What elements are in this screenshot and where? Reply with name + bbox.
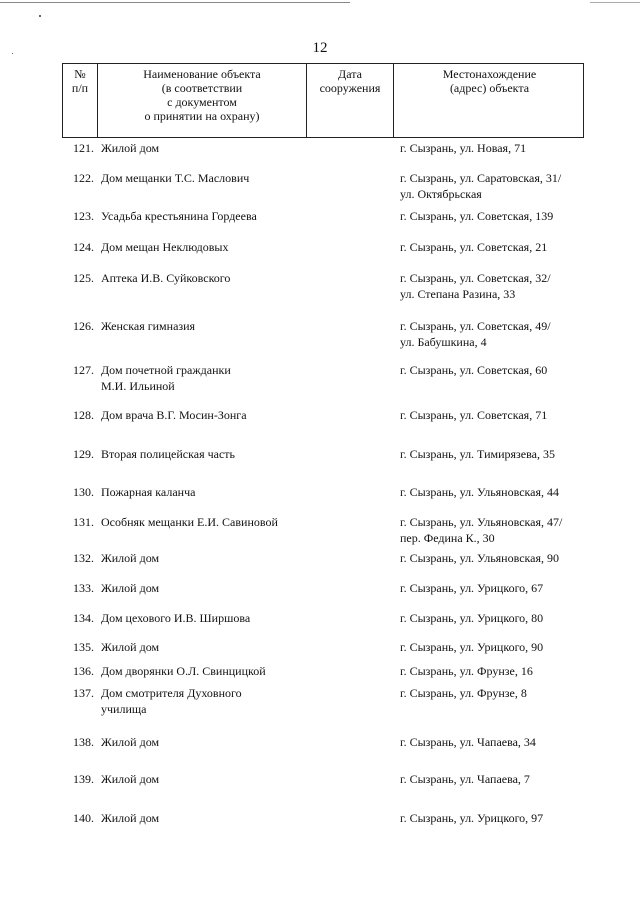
object-name-line: М.И. Ильиной [101, 379, 175, 393]
object-name-line: Дом мещан Неклюдовых [101, 240, 229, 254]
object-address-line: г. Сызрань, ул. Урицкого, 80 [400, 611, 544, 625]
row-number: 126. [73, 319, 94, 333]
object-name-line: Жилой дом [101, 811, 160, 825]
object-name-line: Особняк мещанки Е.И. Савиновой [101, 515, 278, 529]
object-address [400, 771, 635, 787]
object-address [400, 362, 635, 378]
object-name [101, 663, 391, 679]
object-name [101, 550, 391, 566]
header-text: № [74, 67, 86, 81]
object-address-line: г. Сызрань, ул. Урицкого, 67 [400, 581, 544, 595]
object-address-line: г. Сызрань, ул. Тимирязева, 35 [400, 447, 555, 461]
object-name [101, 239, 391, 255]
object-address-line: г. Сызрань, ул. Советская, 139 [400, 209, 554, 223]
object-address-line: пер. Федина К., 30 [400, 531, 495, 545]
object-address-line: ул. Бабушкина, 4 [400, 335, 487, 349]
object-address [400, 734, 635, 750]
object-name-line: Жилой дом [101, 640, 160, 654]
object-name-line: Дом врача В.Г. Мосин-Зонга [101, 408, 247, 422]
object-address-line: г. Сызрань, ул. Чапаева, 7 [400, 772, 530, 786]
object-name [101, 734, 391, 750]
object-name-line: Дом дворянки О.Л. Свинцицкой [101, 664, 266, 678]
object-address-line: ул. Степана Разина, 33 [400, 287, 516, 301]
header-text: о принятии на охрану) [144, 109, 260, 123]
row-number: 125. [73, 271, 94, 285]
object-name-line: Жилой дом [101, 772, 160, 786]
row-number: 131. [73, 515, 94, 529]
object-name [101, 771, 391, 787]
object-address [400, 208, 635, 224]
object-name [101, 140, 391, 156]
header-text: Наименование объекта [143, 67, 261, 81]
object-name-line: Дом смотрителя Духовного [101, 686, 242, 700]
object-address [400, 639, 635, 655]
row-number: 138. [73, 735, 94, 749]
header-text: сооружения [319, 81, 381, 95]
object-name [101, 270, 391, 286]
header-text: (в соответствии [161, 81, 243, 95]
object-address-line: г. Сызрань, ул. Советская, 21 [400, 240, 548, 254]
header-text: п/п [71, 81, 89, 95]
object-name-line: Дом почетной гражданки [101, 363, 231, 377]
object-address [400, 484, 635, 500]
object-address [400, 446, 635, 462]
row-number: 122. [73, 171, 94, 185]
object-address [400, 270, 635, 302]
row-number: 123. [73, 209, 94, 223]
object-address [400, 685, 635, 701]
object-address-line: г. Сызрань, ул. Советская, 71 [400, 408, 548, 422]
header-text: (адрес) объекта [449, 81, 530, 95]
row-number: 130. [73, 485, 94, 499]
object-name [101, 446, 391, 462]
object-address-line: г. Сызрань, ул. Советская, 32/ [400, 271, 551, 285]
object-address-line: г. Сызрань, ул. Урицкого, 90 [400, 640, 544, 654]
object-name-line: училища [101, 702, 147, 716]
object-address-line: г. Сызрань, ул. Фрунзе, 8 [400, 686, 527, 700]
row-number: 132. [73, 551, 94, 565]
object-address [400, 810, 635, 826]
header-text: с документом [167, 95, 237, 109]
object-address [400, 580, 635, 596]
object-address-line: г. Сызрань, ул. Чапаева, 34 [400, 735, 536, 749]
object-name [101, 170, 391, 186]
object-address-line: г. Сызрань, ул. Советская, 49/ [400, 319, 551, 333]
object-name [101, 685, 391, 717]
object-address [400, 318, 635, 350]
object-name-line: Дом мещанки Т.С. Маслович [101, 171, 250, 185]
object-address-line: г. Сызрань, ул. Советская, 60 [400, 363, 548, 377]
object-address [400, 170, 635, 202]
object-name [101, 810, 391, 826]
object-address [400, 407, 635, 423]
page-number: 12 [312, 40, 328, 56]
object-address-line: г. Сызрань, ул. Саратовская, 31/ [400, 171, 562, 185]
row-number: 121. [73, 141, 94, 155]
row-number: 129. [73, 447, 94, 461]
object-address [400, 610, 635, 626]
object-address-line: г. Сызрань, ул. Новая, 71 [400, 141, 527, 155]
row-number: 133. [73, 581, 94, 595]
header-text: Местонахождение [442, 67, 537, 81]
row-number: 140. [73, 811, 94, 825]
object-address [400, 140, 635, 156]
object-address-line: ул. Октябрьская [400, 187, 482, 201]
row-number: 127. [73, 363, 94, 377]
object-name-line: Жилой дом [101, 581, 160, 595]
row-number: 135. [73, 640, 94, 654]
object-name-line: Вторая полицейская часть [101, 447, 236, 461]
header-text: Дата [338, 67, 362, 81]
object-name [101, 514, 391, 530]
row-number: 137. [73, 686, 94, 700]
object-address-line: г. Сызрань, ул. Ульяновская, 47/ [400, 515, 563, 529]
object-address-line: г. Сызрань, ул. Фрунзе, 16 [400, 664, 533, 678]
row-number: 124. [73, 240, 94, 254]
object-name [101, 208, 391, 224]
object-name-line: Аптека И.В. Суйковского [101, 271, 231, 285]
row-number: 136. [73, 664, 94, 678]
object-name-line: Усадьба крестьянина Гордеева [101, 209, 257, 223]
object-address [400, 514, 635, 546]
object-address-line: г. Сызрань, ул. Ульяновская, 44 [400, 485, 560, 499]
object-name-line: Женская гимназия [101, 319, 196, 333]
object-name [101, 580, 391, 596]
object-name [101, 407, 391, 423]
object-name [101, 318, 391, 334]
object-name [101, 639, 391, 655]
object-name-line: Жилой дом [101, 551, 160, 565]
object-address [400, 663, 635, 679]
object-name-line: Пожарная каланча [101, 485, 196, 499]
object-name-line: Жилой дом [101, 735, 160, 749]
object-name [101, 362, 391, 394]
object-name-line: Жилой дом [101, 141, 160, 155]
object-name [101, 484, 391, 500]
row-number: 128. [73, 408, 94, 422]
object-address-line: г. Сызрань, ул. Ульяновская, 90 [400, 551, 560, 565]
row-number: 139. [73, 772, 94, 786]
object-address-line: г. Сызрань, ул. Урицкого, 97 [400, 811, 544, 825]
row-number: 134. [73, 611, 94, 625]
object-address [400, 550, 635, 566]
object-address [400, 239, 635, 255]
object-name-line: Дом цехового И.В. Ширшова [101, 611, 251, 625]
object-name [101, 610, 391, 626]
